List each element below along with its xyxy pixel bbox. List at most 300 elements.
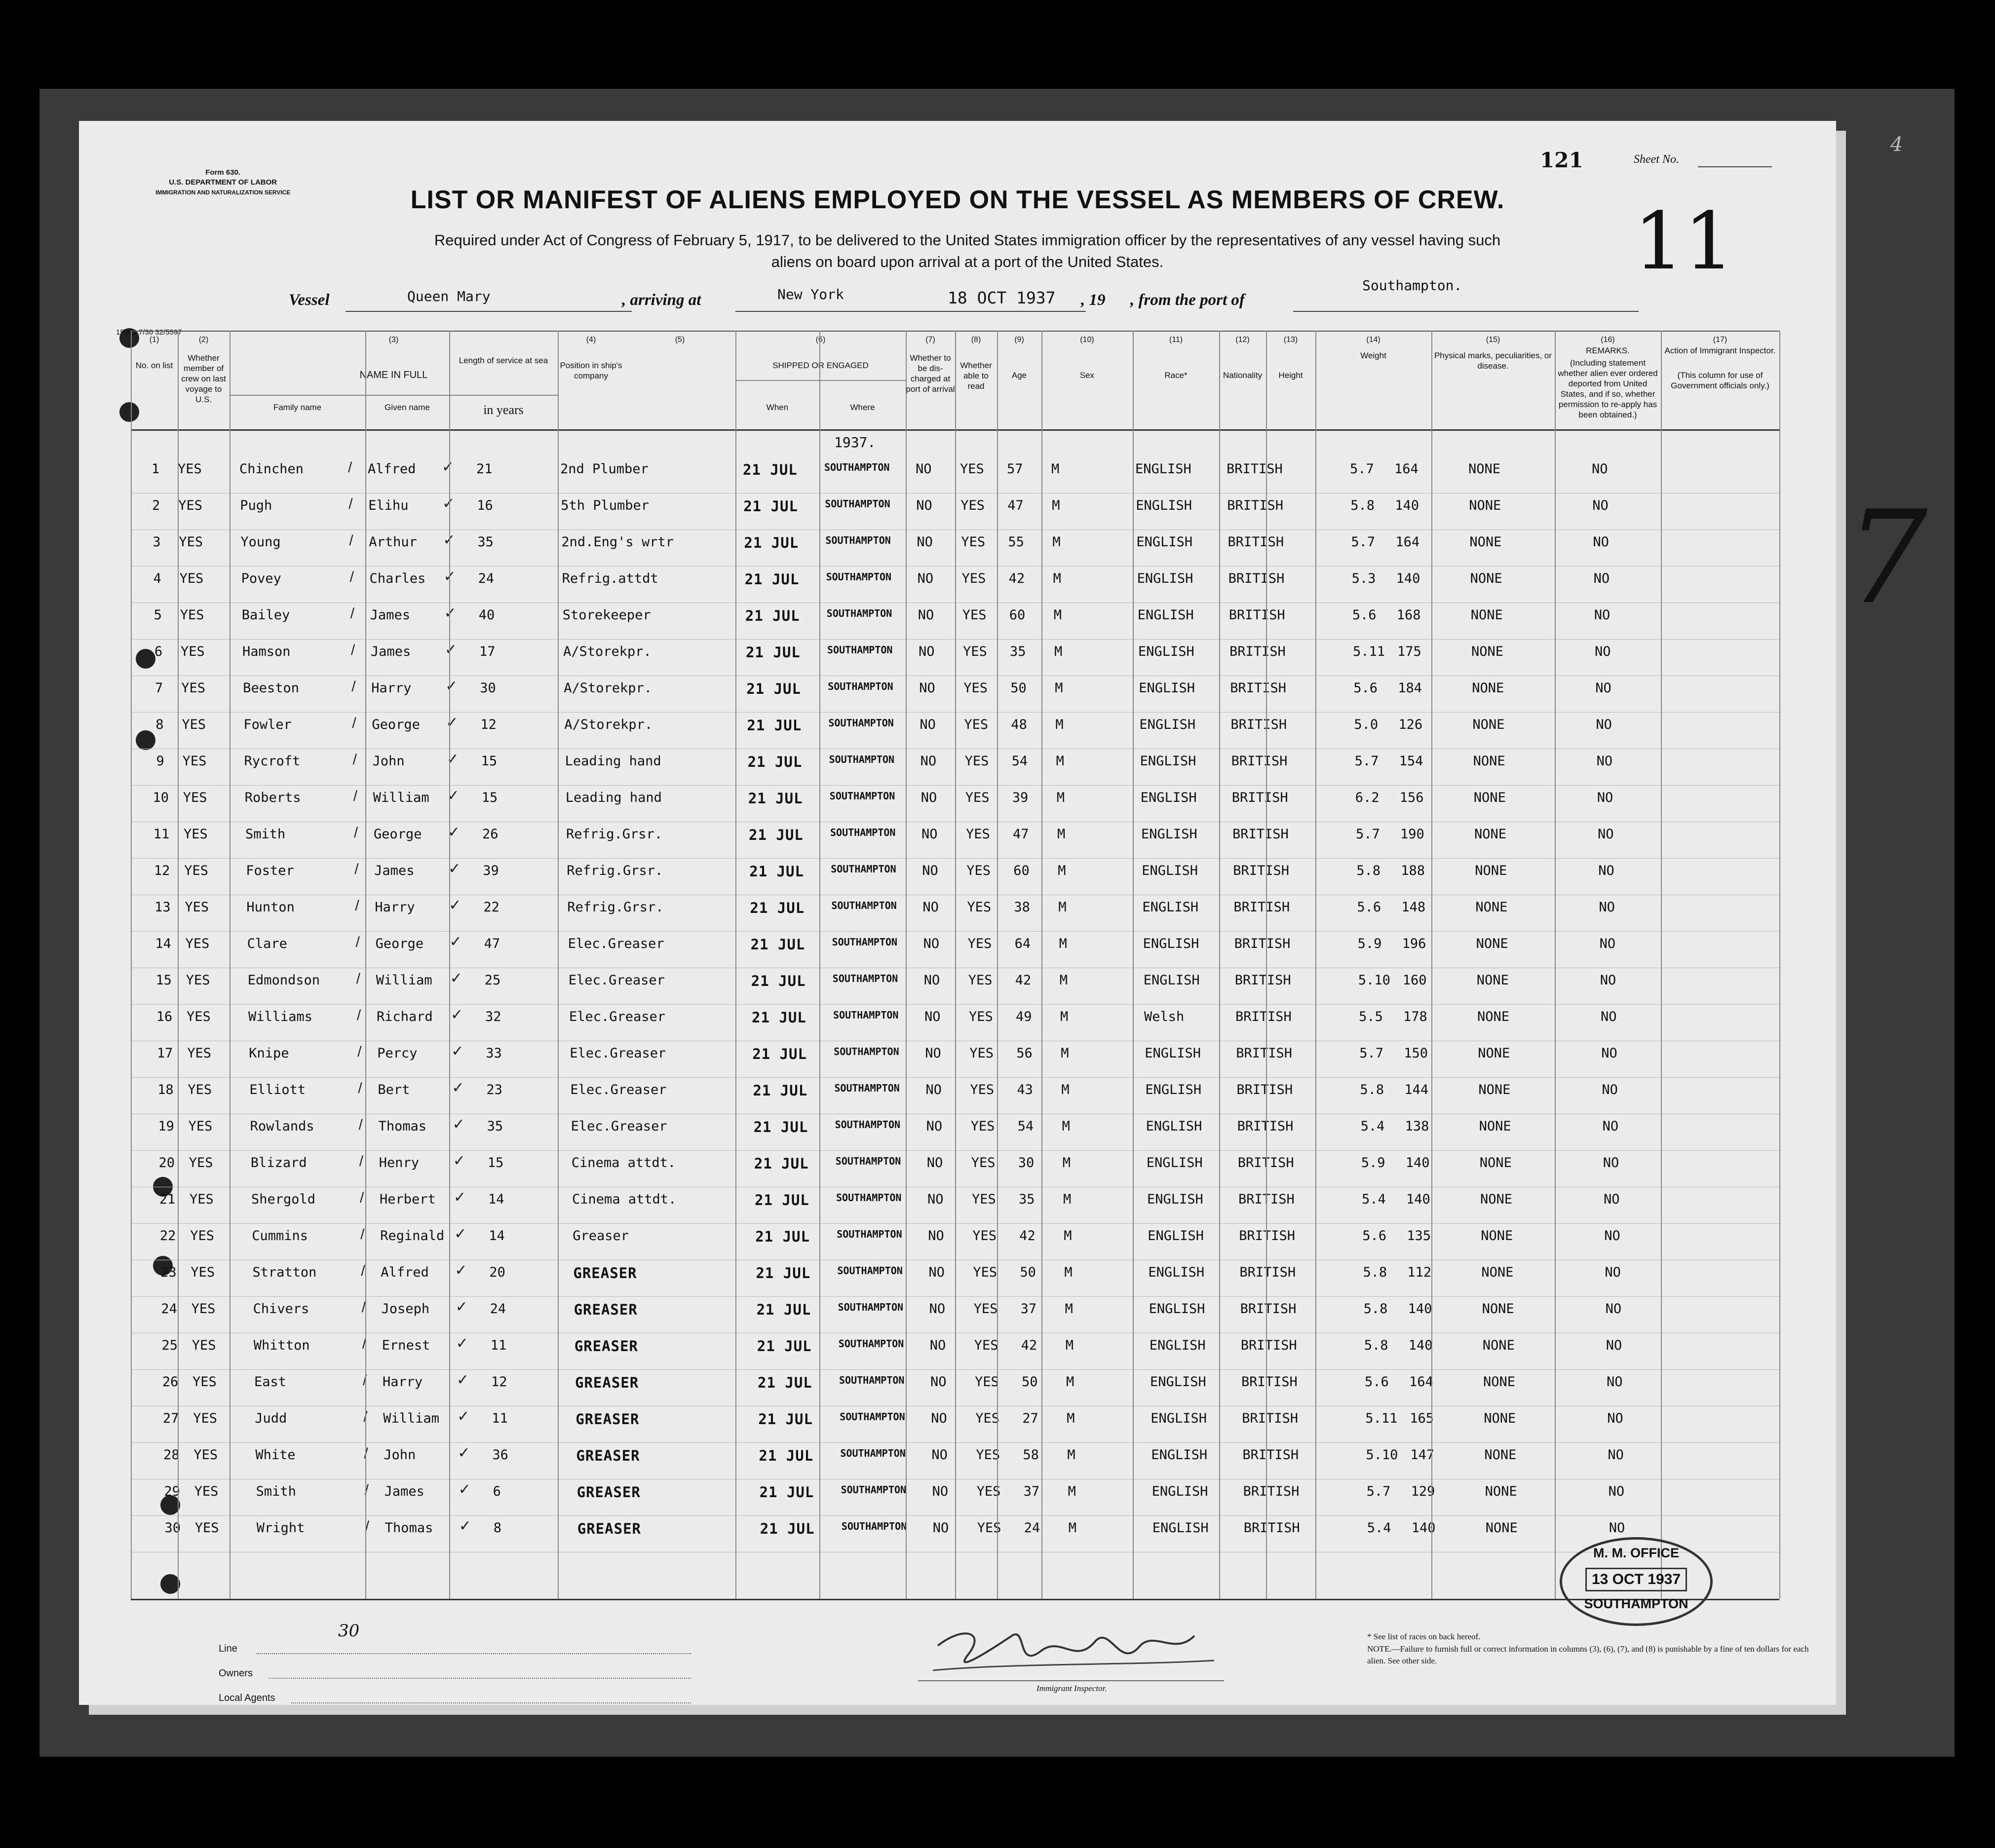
shipped-when: 21 JUL — [759, 1484, 814, 1501]
shipped-when: 21 JUL — [760, 1520, 815, 1537]
weight: 140 — [1408, 1301, 1432, 1317]
family-name: Wright — [256, 1520, 305, 1536]
age: 37 — [1020, 1301, 1037, 1317]
family-name: Povey — [241, 571, 281, 586]
column-number: (10) — [1080, 336, 1094, 344]
ship-position: GREASER — [573, 1265, 637, 1282]
sex: M — [1056, 754, 1064, 769]
check-mark: / — [361, 1299, 366, 1316]
weight: 140 — [1411, 1520, 1436, 1536]
list-number: 10 — [153, 790, 169, 805]
race: ENGLISH — [1148, 1265, 1205, 1280]
weight: 164 — [1409, 1374, 1433, 1390]
nationality: BRITISH — [1228, 571, 1285, 586]
length-of-service: 47 — [484, 936, 500, 951]
physical-marks: NONE — [1482, 1301, 1514, 1317]
list-number: 27 — [162, 1411, 179, 1426]
given-name: Ernest — [382, 1338, 430, 1353]
discharged-at-port: NO — [921, 827, 938, 842]
shipped-where: SOUTHAMPTON — [831, 863, 896, 875]
shipped-when: 21 JUL — [753, 1119, 808, 1135]
header-race: Race* — [1164, 371, 1188, 380]
height: 5.8 — [1364, 1338, 1388, 1353]
shipped-where: SOUTHAMPTON — [826, 571, 892, 583]
stamp-bottom: SOUTHAMPTON — [1584, 1596, 1688, 1611]
remarks: NO — [1592, 498, 1609, 513]
ship-position: Cinema attdt. — [571, 1155, 676, 1170]
ship-position: GREASER — [574, 1301, 638, 1318]
shipped-where: SOUTHAMPTON — [833, 1009, 899, 1021]
family-name: Hamson — [242, 644, 291, 659]
column-number: (4) — [586, 336, 596, 344]
race: ENGLISH — [1138, 644, 1194, 659]
remarks: NO — [1605, 1265, 1621, 1280]
form-department: U.S. DEPARTMENT OF LABOR — [169, 178, 277, 187]
sheet-label: Sheet No. — [1634, 153, 1679, 166]
length-of-service: 16 — [477, 498, 493, 513]
check-mark: / — [348, 459, 352, 476]
given-name: George — [374, 827, 422, 842]
check-mark: ✓ — [443, 568, 456, 585]
race: ENGLISH — [1149, 1338, 1206, 1353]
check-mark: ✓ — [451, 1007, 463, 1023]
header-age: Age — [1011, 371, 1027, 380]
ship-position: 5th Plumber — [561, 498, 649, 513]
age: 54 — [1011, 754, 1028, 769]
member-last-voyage: YES — [185, 936, 210, 951]
crew-table — [131, 331, 1779, 1599]
given-name: William — [373, 790, 429, 805]
given-name: George — [372, 717, 420, 732]
header-when: When — [766, 403, 789, 412]
race: ENGLISH — [1136, 534, 1193, 550]
remarks: NO — [1604, 1228, 1620, 1244]
shipped-when: 21 JUL — [749, 863, 804, 880]
sex: M — [1065, 1338, 1074, 1353]
member-last-voyage: YES — [191, 1301, 216, 1317]
height: 5.6 — [1357, 900, 1381, 915]
height: 5.8 — [1360, 1082, 1384, 1097]
age: 38 — [1014, 900, 1030, 915]
ship-position: Cinema attdt. — [572, 1192, 677, 1207]
shipped-when: 21 JUL — [752, 1009, 806, 1026]
check-mark: / — [354, 861, 359, 877]
column-number: (9) — [1014, 336, 1024, 344]
given-name: Thomas — [384, 1520, 433, 1536]
physical-marks: NONE — [1479, 1119, 1511, 1134]
physical-marks: NONE — [1472, 717, 1505, 732]
header-position: Position in ship's company — [560, 361, 622, 380]
discharged-at-port: NO — [924, 1009, 941, 1024]
shipped-where: SOUTHAMPTON — [836, 1192, 902, 1204]
list-number: 16 — [156, 1009, 173, 1024]
race: ENGLISH — [1135, 461, 1191, 477]
weight: 196 — [1402, 936, 1426, 951]
list-number: 21 — [159, 1192, 176, 1207]
check-mark: / — [361, 1263, 365, 1279]
discharged-at-port: NO — [923, 973, 940, 988]
height: 5.4 — [1360, 1119, 1385, 1134]
discharged-at-port: NO — [925, 1046, 941, 1061]
inspector-label: Immigrant Inspector. — [1036, 1684, 1107, 1693]
able-to-read: YES — [964, 717, 989, 732]
list-number: 12 — [153, 863, 170, 878]
check-mark: ✓ — [450, 970, 462, 986]
header-discharged: Whether to be dis-charged at port of arrival — [906, 353, 955, 394]
subtitle — [252, 229, 1683, 273]
nationality: BRITISH — [1240, 1301, 1297, 1317]
ship-position: GREASER — [576, 1484, 641, 1501]
discharged-at-port: NO — [919, 680, 935, 696]
list-number: 6 — [154, 644, 163, 659]
check-mark: ✓ — [448, 861, 461, 877]
column-number: (2) — [198, 336, 209, 344]
age: 54 — [1017, 1119, 1034, 1134]
given-name: Thomas — [378, 1119, 427, 1134]
race: ENGLISH — [1139, 680, 1195, 696]
weight: 126 — [1398, 717, 1423, 732]
member-last-voyage: YES — [190, 1192, 214, 1207]
physical-marks: NONE — [1478, 1046, 1510, 1061]
ship-position: Greaser — [573, 1228, 629, 1244]
shipped-where: SOUTHAMPTON — [841, 1484, 907, 1496]
print-code: 15000 7/36 32/5597 — [116, 328, 182, 337]
weight: 184 — [1398, 680, 1422, 696]
list-number: 17 — [156, 1046, 173, 1061]
age: 35 — [1019, 1192, 1035, 1207]
ship-position: GREASER — [575, 1411, 640, 1428]
sheet-number: 121 — [1540, 148, 1583, 172]
shipped-when: 21 JUL — [743, 498, 798, 515]
race: ENGLISH — [1146, 1119, 1202, 1134]
given-name: James — [384, 1484, 424, 1499]
header-remarks: REMARKS. — [1586, 346, 1630, 355]
race: ENGLISH — [1142, 863, 1198, 878]
able-to-read: YES — [969, 1046, 994, 1061]
mm-office-stamp — [1560, 1537, 1713, 1626]
member-last-voyage: YES — [189, 1155, 213, 1170]
race: ENGLISH — [1149, 1301, 1205, 1317]
nationality: BRITISH — [1243, 1520, 1300, 1536]
nationality: BRITISH — [1238, 1192, 1295, 1207]
discharged-at-port: NO — [926, 1155, 943, 1170]
member-last-voyage: YES — [182, 717, 206, 732]
shipped-when: 21 JUL — [743, 461, 798, 478]
given-name: Arthur — [369, 534, 417, 550]
shipped-where: SOUTHAMPTON — [825, 498, 890, 510]
header-given-name: Given name — [384, 403, 430, 412]
member-last-voyage: YES — [185, 900, 209, 915]
list-number: 7 — [155, 680, 163, 696]
check-mark: ✓ — [451, 1043, 464, 1059]
length-of-service: 14 — [488, 1192, 504, 1207]
family-name: Chivers — [253, 1301, 309, 1317]
length-of-service: 35 — [487, 1119, 503, 1134]
able-to-read: YES — [972, 1228, 997, 1244]
remarks: NO — [1595, 680, 1611, 696]
weight: 129 — [1411, 1484, 1435, 1499]
shipped-when: 21 JUL — [757, 1338, 812, 1355]
nationality: BRITISH — [1241, 1374, 1298, 1390]
age: 48 — [1011, 717, 1027, 732]
remarks: NO — [1605, 1301, 1622, 1317]
weight: 188 — [1401, 863, 1425, 878]
ship-position: Refrig.Grsr. — [566, 827, 663, 842]
length-of-service: 32 — [485, 1009, 501, 1024]
able-to-read: YES — [961, 534, 986, 550]
sex: M — [1054, 644, 1063, 659]
check-mark: / — [349, 569, 354, 585]
given-name: Elihu — [368, 498, 409, 513]
height: 5.6 — [1352, 607, 1377, 623]
given-name: John — [372, 754, 405, 769]
race: ENGLISH — [1143, 973, 1200, 988]
height: 5.9 — [1361, 1155, 1385, 1170]
stamp-date: 13 OCT 1937 — [1585, 1568, 1687, 1591]
height: 5.4 — [1367, 1520, 1391, 1536]
column-number: (5) — [675, 336, 685, 344]
discharged-at-port: NO — [916, 461, 932, 477]
age: 55 — [1008, 534, 1024, 550]
remarks: NO — [1594, 607, 1611, 623]
physical-marks: NONE — [1474, 827, 1507, 842]
header-weight: Weight — [1360, 351, 1386, 360]
check-mark: ✓ — [455, 1262, 467, 1279]
shipped-where: SOUTHAMPTON — [841, 1520, 907, 1532]
check-mark: ✓ — [457, 1372, 469, 1388]
ship-position: Elec.Greaser — [571, 1119, 667, 1134]
able-to-read: YES — [976, 1447, 1000, 1463]
sex: M — [1056, 790, 1065, 805]
check-mark: ✓ — [445, 678, 458, 694]
age: 35 — [1010, 644, 1026, 659]
length-of-service: 26 — [482, 827, 499, 842]
ship-position: GREASER — [575, 1374, 639, 1391]
age: 50 — [1022, 1374, 1038, 1390]
discharged-at-port: NO — [916, 498, 932, 513]
list-number: 13 — [154, 900, 171, 915]
nationality: BRITISH — [1233, 900, 1290, 915]
discharged-at-port: NO — [923, 936, 940, 951]
shipped-where: SOUTHAMPTON — [839, 1374, 905, 1386]
check-mark: / — [360, 1190, 364, 1206]
shipped-where: SOUTHAMPTON — [826, 607, 892, 619]
member-last-voyage: YES — [186, 973, 210, 988]
nationality: BRITISH — [1242, 1447, 1299, 1463]
length-of-service: 11 — [492, 1411, 508, 1426]
family-name: Shergold — [251, 1192, 316, 1207]
ship-position: Refrig.Grsr. — [567, 900, 664, 915]
ship-position: Elec.Greaser — [568, 973, 665, 988]
remarks: NO — [1595, 644, 1611, 659]
discharged-at-port: NO — [921, 790, 937, 805]
ship-position: A/Storekpr. — [564, 680, 652, 696]
check-mark: / — [348, 496, 353, 512]
nationality: BRITISH — [1228, 607, 1285, 623]
column-number: (8) — [971, 336, 981, 344]
given-name: Harry — [371, 680, 412, 696]
nationality: BRITISH — [1229, 644, 1286, 659]
family-name: Foster — [246, 863, 294, 878]
length-of-service: 11 — [490, 1338, 507, 1353]
weight: 135 — [1407, 1228, 1431, 1244]
sex: M — [1061, 1082, 1070, 1097]
shipped-where: SOUTHAMPTON — [838, 1338, 904, 1350]
length-of-service: 35 — [477, 534, 494, 550]
check-mark: ✓ — [443, 532, 456, 548]
page-title: LIST OR MANIFEST OF ALIENS EMPLOYED ON THE VESSEL AS MEMBERS OF CREW. — [410, 186, 1505, 214]
member-last-voyage: YES — [181, 680, 205, 696]
age: 60 — [1009, 607, 1026, 623]
length-of-service: 40 — [478, 607, 495, 623]
able-to-read: YES — [967, 900, 992, 915]
remarks: NO — [1603, 1155, 1619, 1170]
physical-marks: NONE — [1469, 534, 1502, 550]
weight: 165 — [1410, 1411, 1434, 1426]
length-of-service: 21 — [476, 461, 493, 477]
given-name: Percy — [377, 1046, 418, 1061]
able-to-read: YES — [970, 1119, 995, 1134]
family-name: Elliott — [249, 1082, 306, 1097]
list-number: 3 — [153, 534, 161, 550]
family-name: Edmondson — [247, 973, 320, 988]
discharged-at-port: NO — [919, 644, 935, 659]
shipped-when: 21 JUL — [753, 1082, 808, 1099]
age: 39 — [1012, 790, 1029, 805]
discharged-at-port: NO — [930, 1374, 947, 1390]
ship-position: 2nd.Eng's wrtr — [561, 534, 674, 550]
ship-position: A/Storekpr. — [563, 644, 652, 659]
remarks: NO — [1607, 1374, 1623, 1390]
footer-owners-label: Owners — [219, 1668, 253, 1679]
column-number: (17) — [1713, 336, 1727, 344]
race: ENGLISH — [1151, 1411, 1207, 1426]
check-mark: / — [355, 898, 359, 914]
inspector-signature — [918, 1616, 1234, 1685]
check-mark: / — [351, 679, 356, 695]
list-number: 26 — [162, 1374, 179, 1390]
race: ENGLISH — [1145, 1082, 1202, 1097]
age: 42 — [1015, 973, 1032, 988]
member-last-voyage: YES — [183, 790, 207, 805]
list-number: 9 — [156, 754, 164, 769]
age: 50 — [1010, 680, 1027, 696]
family-name: Fowler — [243, 717, 292, 732]
discharged-at-port: NO — [932, 1520, 949, 1536]
able-to-read: YES — [973, 1301, 998, 1317]
member-last-voyage: YES — [192, 1338, 216, 1353]
given-name: Joseph — [381, 1301, 430, 1317]
weight: 160 — [1402, 973, 1427, 988]
shipped-when: 21 JUL — [754, 1155, 809, 1172]
given-name: William — [376, 973, 432, 988]
discharged-at-port: NO — [926, 1119, 943, 1134]
height: 5.0 — [1354, 717, 1379, 732]
discharged-at-port: NO — [922, 863, 938, 878]
weight: 112 — [1407, 1265, 1432, 1280]
check-mark: / — [352, 752, 357, 768]
shipped-when: 21 JUL — [749, 827, 804, 843]
check-mark: / — [363, 1409, 368, 1425]
race: ENGLISH — [1151, 1447, 1208, 1463]
race: ENGLISH — [1146, 1155, 1203, 1170]
shipped-where: SOUTHAMPTON — [829, 790, 895, 802]
able-to-read: YES — [974, 1338, 998, 1353]
physical-marks: NONE — [1484, 1447, 1517, 1463]
family-name: Rowlands — [250, 1119, 314, 1134]
sex: M — [1053, 571, 1061, 586]
from-label: , from the port of — [1130, 291, 1245, 309]
length-of-service: 6 — [493, 1484, 501, 1499]
family-name: Cummins — [252, 1228, 308, 1244]
able-to-read: YES — [963, 680, 988, 696]
physical-marks: NONE — [1482, 1338, 1515, 1353]
column-number: (6) — [815, 336, 826, 344]
remarks: NO — [1599, 936, 1616, 951]
footer-agents-label: Local Agents — [219, 1693, 275, 1703]
able-to-read: YES — [975, 1411, 999, 1426]
weight: 140 — [1406, 1192, 1430, 1207]
list-number: 4 — [153, 571, 161, 586]
length-of-service: 36 — [492, 1447, 508, 1463]
length-of-service: 15 — [487, 1155, 504, 1170]
height: 5.5 — [1359, 1009, 1383, 1024]
nationality: BRITISH — [1227, 461, 1283, 477]
ship-position: 2nd Plumber — [560, 461, 649, 477]
member-last-voyage: YES — [179, 534, 203, 550]
weight: 148 — [1401, 900, 1426, 915]
family-name: Clare — [247, 936, 287, 951]
remarks: NO — [1608, 1447, 1624, 1463]
able-to-read: YES — [960, 461, 984, 477]
given-name: John — [384, 1447, 416, 1463]
shipped-when: 21 JUL — [755, 1228, 810, 1245]
ship-position: GREASER — [574, 1338, 639, 1355]
list-number: 20 — [158, 1155, 175, 1170]
check-mark: / — [352, 715, 356, 731]
ship-position: Leading hand — [565, 754, 661, 769]
check-mark: ✓ — [455, 1299, 468, 1315]
age: 42 — [1019, 1228, 1036, 1244]
discharged-at-port: NO — [917, 534, 933, 550]
list-number: 2 — [152, 498, 160, 513]
check-mark: / — [362, 1336, 367, 1352]
discharged-at-port: NO — [920, 754, 937, 769]
shipped-when: 21 JUL — [750, 936, 806, 953]
race: ENGLISH — [1148, 1228, 1204, 1244]
list-number: 22 — [159, 1228, 176, 1244]
header-sex: Sex — [1079, 371, 1095, 380]
age: 49 — [1016, 1009, 1032, 1024]
shipped-where: SOUTHAMPTON — [837, 1228, 902, 1240]
height: 5.9 — [1357, 936, 1382, 951]
given-name: Bert — [378, 1082, 410, 1097]
weight: 175 — [1397, 644, 1421, 659]
length-of-service: 30 — [480, 680, 496, 696]
able-to-read: YES — [964, 754, 989, 769]
physical-marks: NONE — [1473, 790, 1506, 805]
check-mark: / — [364, 1482, 369, 1498]
column-number: (3) — [388, 336, 399, 344]
height: 5.6 — [1365, 1374, 1389, 1390]
column-number: (15) — [1486, 336, 1500, 344]
family-name: Whitton — [253, 1338, 310, 1353]
height: 5.7 — [1354, 754, 1379, 769]
shipped-where: SOUTHAMPTON — [831, 900, 897, 911]
nationality: BRITISH — [1242, 1411, 1298, 1426]
age: 47 — [1007, 498, 1024, 513]
able-to-read: YES — [960, 498, 985, 513]
